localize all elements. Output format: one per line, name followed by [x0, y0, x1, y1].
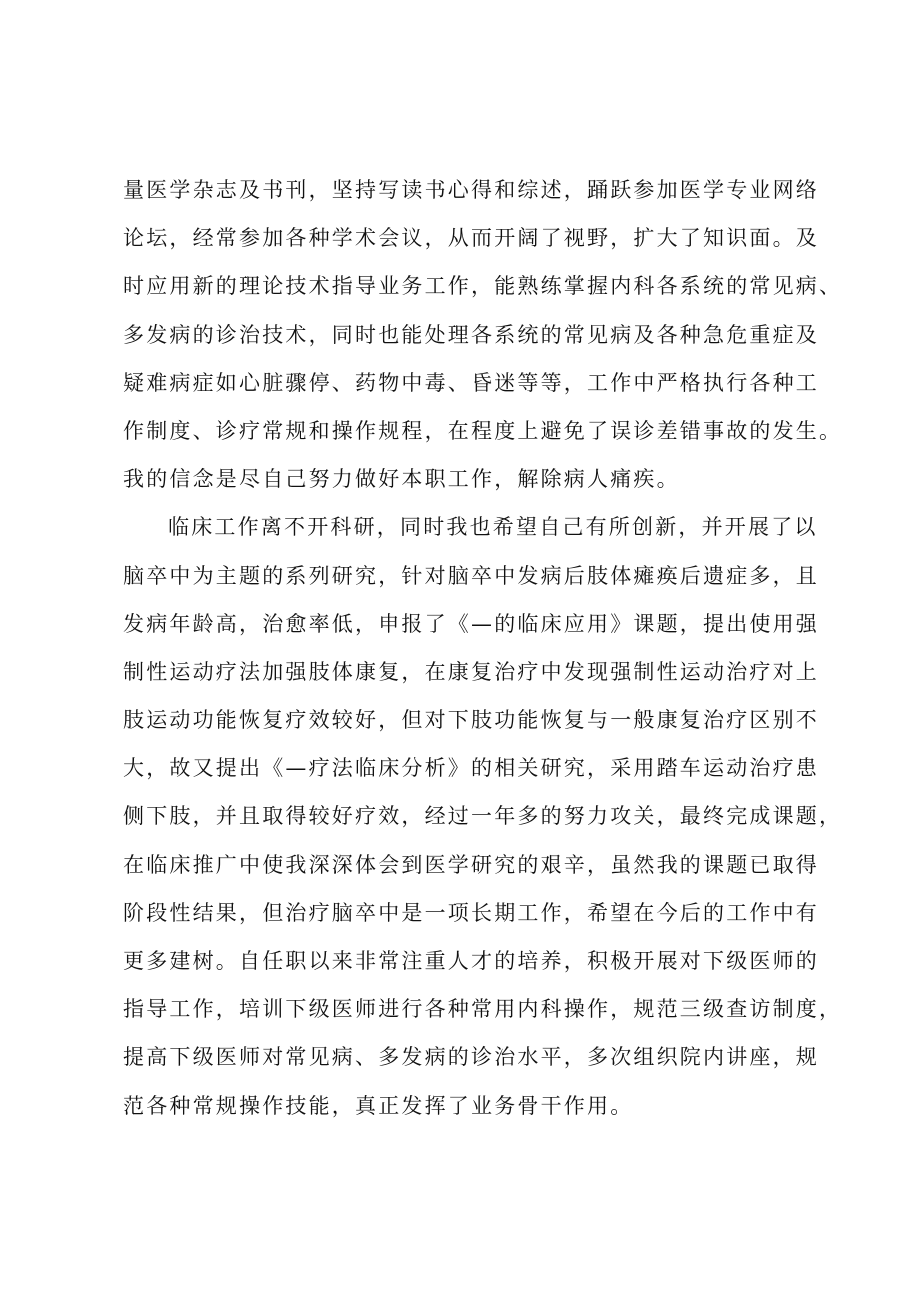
- paragraph-2: [123, 503, 843, 1129]
- text-line: 作制度、诊疗常规和操作规程，在程度上避免了误诊差错事故的发生。: [123, 418, 843, 443]
- text-line: 更多建树。自任职以来非常注重人才的培养，积极开展对下级医师的: [123, 949, 819, 973]
- body-text: [123, 166, 843, 1130]
- text-line: 疑难病症如心脏骤停、药物中毒、昏迷等等，工作中严格执行各种工: [123, 370, 819, 395]
- text-line: 时应用新的理论技术指导业务工作，能熟练掌握内科各系统的常见病、: [123, 274, 843, 299]
- text-line: 侧下肢，并且取得较好疗效，经过一年多的努力攻关，最终完成课题，: [123, 804, 843, 829]
- text-line: 在临床推广中使我深深体会到医学研究的艰辛，虽然我的课题已取得: [123, 852, 819, 877]
- text-line: 范各种常规操作技能，真正发挥了业务骨干作用。: [123, 1093, 634, 1118]
- paragraph-1: [123, 166, 843, 503]
- text-line: 阶段性结果，但治疗脑卒中是一项长期工作，希望在今后的工作中有: [123, 900, 819, 925]
- text-line: 提高下级医师对常见病、多发病的诊治水平，多次组织院内讲座，规: [123, 1045, 819, 1070]
- text-line: 多发病的诊治技术，同时也能处理各系统的常见病及各种急危重症及: [123, 322, 819, 347]
- text-line: 脑卒中为主题的系列研究，针对脑卒中发病后肢体瘫痪后遗症多，且: [123, 563, 819, 588]
- text-line: 论坛，经常参加各种学术会议，从而开阔了视野，扩大了知识面。及: [123, 226, 819, 251]
- text-line: 发病年龄高，治愈率低，申报了《—的临床应用》课题，提出使用强: [123, 611, 819, 636]
- text-line: 临床工作离不开科研，同时我也希望自己有所创新，并开展了以: [168, 515, 818, 540]
- text-line: 大，故又提出《—疗法临床分析》的相关研究，采用踏车运动治疗患: [123, 756, 819, 781]
- text-line: 指导工作，培训下级医师进行各种常用内科操作，规范三级查访制度，: [123, 997, 843, 1022]
- text-line: 我的信念是尽自己努力做好本职工作，解除病人痛疾。: [123, 467, 680, 492]
- text-line: 量医学杂志及书刊，坚持写读书心得和综述，踊跃参加医学专业网络: [123, 178, 819, 202]
- text-line: 制性运动疗法加强肢体康复，在康复治疗中发现强制性运动治疗对上: [123, 659, 819, 684]
- text-line: 肢运动功能恢复疗效较好，但对下肢功能恢复与一般康复治疗区别不: [123, 708, 819, 733]
